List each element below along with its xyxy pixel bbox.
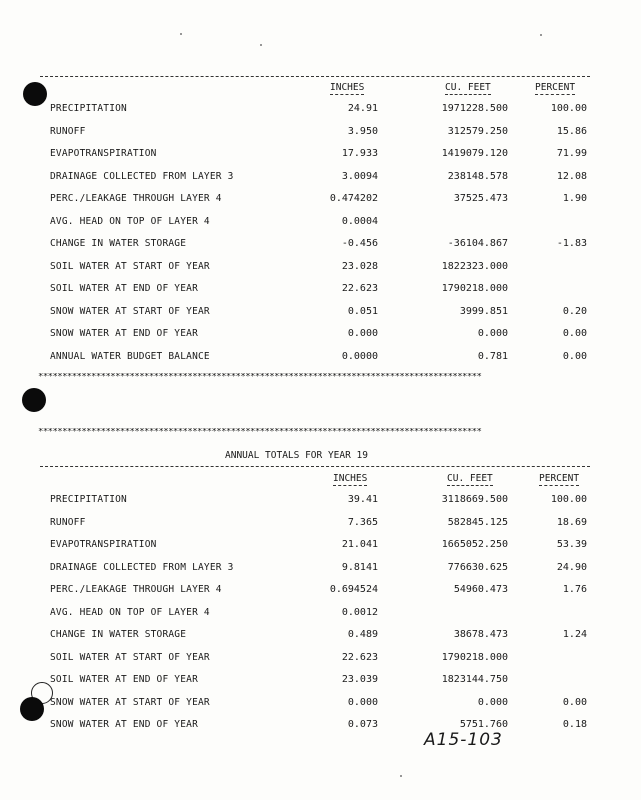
section2-header-inches: INCHES — [333, 473, 368, 484]
row-percent: 100.00 — [550, 103, 587, 114]
row-label: SOIL WATER AT START OF YEAR — [50, 651, 210, 663]
handwritten-note: A15-103 — [424, 730, 503, 750]
row-percent: 24.90 — [556, 561, 587, 573]
row-cu-feet: 776630.625 — [447, 561, 508, 573]
section2-top-rule — [40, 466, 590, 467]
row-inches: 3.950 — [347, 125, 378, 137]
row-label: PERC./LEAKAGE THROUGH LAYER 4 — [50, 193, 222, 204]
table-row — [0, 237, 641, 251]
table-row — [0, 282, 641, 296]
section1-header-cu-feet: CU. FEET — [445, 82, 491, 93]
table-row — [0, 718, 641, 732]
row-percent: 15.86 — [556, 125, 587, 137]
section1-top-rule — [40, 76, 590, 77]
table-row — [0, 215, 641, 229]
row-percent: 0.00 — [562, 696, 587, 708]
row-inches: 0.0012 — [341, 606, 378, 618]
row-percent: 0.20 — [562, 305, 587, 317]
row-inches: 0.0000 — [341, 350, 378, 362]
row-cu-feet: 312579.250 — [447, 125, 508, 137]
section2-header-percent: PERCENT — [539, 473, 580, 484]
row-label: CHANGE IN WATER STORAGE — [50, 238, 187, 249]
row-cu-feet: 38678.473 — [453, 629, 508, 640]
row-label: EVAPOTRANSPIRATION — [50, 148, 157, 159]
row-label: DRAINAGE COLLECTED FROM LAYER 3 — [50, 170, 234, 182]
asterisk-divider-1: ******************************************************************************************** — [38, 373, 482, 381]
table-row — [0, 192, 641, 206]
section1-header-inches: INCHES — [330, 82, 365, 93]
row-label: SNOW WATER AT START OF YEAR — [50, 696, 210, 708]
row-cu-feet: 1419079.120 — [441, 148, 508, 159]
row-cu-feet: 1971228.500 — [441, 103, 508, 114]
row-cu-feet: 238148.578 — [447, 170, 508, 182]
row-label: EVAPOTRANSPIRATION — [50, 539, 157, 550]
row-cu-feet: 3118669.500 — [441, 494, 508, 505]
table-row — [0, 260, 641, 274]
row-cu-feet: 0.781 — [477, 350, 508, 362]
row-cu-feet: 1665052.250 — [441, 539, 508, 550]
table-row — [0, 102, 641, 116]
row-label: PRECIPITATION — [50, 494, 127, 505]
table-row — [0, 493, 641, 507]
table-row — [0, 651, 641, 665]
table-row — [0, 327, 641, 341]
row-inches: 22.623 — [341, 283, 378, 294]
row-inches: 21.041 — [341, 539, 378, 550]
table-row — [0, 561, 641, 575]
row-inches: 0.051 — [347, 305, 378, 317]
row-inches: 0.000 — [347, 696, 378, 708]
row-inches: 0.000 — [347, 328, 378, 339]
row-percent: 100.00 — [550, 494, 587, 505]
table-row — [0, 350, 641, 364]
row-inches: 23.039 — [341, 674, 378, 685]
table-row — [0, 673, 641, 687]
table-row — [0, 628, 641, 642]
row-percent: 0.00 — [562, 350, 587, 362]
row-label: SOIL WATER AT START OF YEAR — [50, 260, 210, 272]
asterisk-divider-2: ******************************************************************************************** — [38, 428, 482, 436]
row-label: RUNOFF — [50, 125, 86, 137]
table-row — [0, 538, 641, 552]
row-cu-feet: 1823144.750 — [441, 674, 508, 685]
punch-hole-middle — [22, 388, 46, 412]
row-inches: 7.365 — [347, 516, 378, 528]
section1-header-percent: PERCENT — [535, 82, 576, 93]
row-inches: -0.456 — [341, 238, 378, 249]
row-cu-feet: 5751.760 — [459, 719, 508, 730]
row-inches: 0.0004 — [341, 215, 378, 227]
row-cu-feet: 37525.473 — [453, 193, 508, 204]
row-inches: 22.623 — [341, 651, 378, 663]
table-row — [0, 125, 641, 139]
section2-header-cu-feet: CU. FEET — [447, 473, 493, 484]
scan-speck — [400, 775, 402, 777]
row-inches: 17.933 — [341, 148, 378, 159]
row-label: SOIL WATER AT END OF YEAR — [50, 283, 198, 294]
row-label: SOIL WATER AT END OF YEAR — [50, 674, 198, 685]
section2-title: ANNUAL TOTALS FOR YEAR 19 — [225, 450, 368, 461]
row-inches: 3.0094 — [341, 170, 378, 182]
row-label: SNOW WATER AT END OF YEAR — [50, 719, 198, 730]
row-cu-feet: 1790218.000 — [441, 283, 508, 294]
row-label: PERC./LEAKAGE THROUGH LAYER 4 — [50, 584, 222, 595]
row-percent: 0.18 — [562, 719, 587, 730]
table-row — [0, 583, 641, 597]
row-percent: 1.76 — [562, 584, 587, 595]
row-label: PRECIPITATION — [50, 103, 127, 114]
row-cu-feet: 3999.851 — [459, 305, 508, 317]
table-row — [0, 305, 641, 319]
row-percent: 1.24 — [562, 629, 587, 640]
row-inches: 9.8141 — [341, 561, 378, 573]
row-inches: 39.41 — [347, 494, 378, 505]
row-label: SNOW WATER AT START OF YEAR — [50, 305, 210, 317]
table-row — [0, 696, 641, 710]
row-label: AVG. HEAD ON TOP OF LAYER 4 — [50, 215, 210, 227]
row-inches: 0.474202 — [329, 193, 378, 204]
row-label: CHANGE IN WATER STORAGE — [50, 629, 187, 640]
row-label: DRAINAGE COLLECTED FROM LAYER 3 — [50, 561, 234, 573]
row-percent: -1.83 — [556, 238, 587, 249]
row-cu-feet: 1790218.000 — [441, 651, 508, 663]
row-percent: 12.08 — [556, 170, 587, 182]
row-cu-feet: 0.000 — [477, 696, 508, 708]
row-label: SNOW WATER AT END OF YEAR — [50, 328, 198, 339]
row-label: AVG. HEAD ON TOP OF LAYER 4 — [50, 606, 210, 618]
scan-speck — [260, 44, 262, 46]
row-cu-feet: 1822323.000 — [441, 260, 508, 272]
table-row — [0, 170, 641, 184]
row-percent: 1.90 — [562, 193, 587, 204]
row-percent: 18.69 — [556, 516, 587, 528]
row-percent: 53.39 — [556, 539, 587, 550]
row-cu-feet: 582845.125 — [447, 516, 508, 528]
row-label: ANNUAL WATER BUDGET BALANCE — [50, 350, 210, 362]
table-row — [0, 606, 641, 620]
row-inches: 0.694524 — [329, 584, 378, 595]
row-percent: 71.99 — [556, 148, 587, 159]
scan-speck — [540, 34, 542, 36]
row-cu-feet: 54960.473 — [453, 584, 508, 595]
row-inches: 0.489 — [347, 629, 378, 640]
row-label: RUNOFF — [50, 516, 86, 528]
scan-speck — [180, 33, 182, 35]
row-percent: 0.00 — [562, 328, 587, 339]
row-inches: 24.91 — [347, 103, 378, 114]
table-row — [0, 516, 641, 530]
row-inches: 23.028 — [341, 260, 378, 272]
row-inches: 0.073 — [347, 719, 378, 730]
row-cu-feet: -36104.867 — [447, 238, 508, 249]
table-row — [0, 147, 641, 161]
row-cu-feet: 0.000 — [477, 328, 508, 339]
